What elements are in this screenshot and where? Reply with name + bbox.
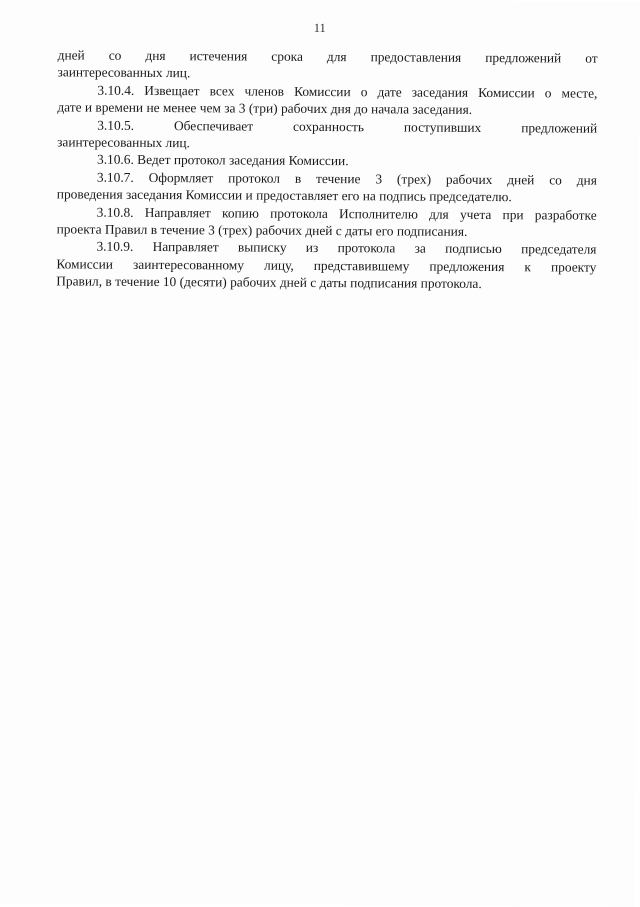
paragraph-3-10-4 (57, 81, 597, 119)
paragraph-3-10-9 (56, 238, 596, 294)
paragraph-3-10-5 (57, 116, 597, 154)
text-line: 3.10.9. Направляет выписку из протокола за подписью председателя (96, 239, 597, 258)
text-line: Правил, в течение 10 (десяти) рабочих дней с даты подписания протокола. (56, 273, 482, 292)
text-line: 3.10.7. Оформляет протокол в течение 3 (трех) рабочих дней со дня (96, 169, 597, 188)
text-line: 3.10.8. Направляет копию протокола Исполнителю для учета при разработке (96, 204, 597, 223)
paragraph-3-10-8 (57, 203, 597, 241)
text-line: проекта Правил в течение 3 (трех) рабочих дней с даты его подписания. (56, 221, 468, 239)
text-line: дате и времени не менее чем за 3 (три) рабочих дня до начала заседания. (57, 99, 473, 118)
text-line: проведения заседания Комиссии и предоставляет его на подпись председателю. (56, 186, 512, 205)
text-line: 3.10.6. Ведет протокол заседания Комиссии. (96, 152, 349, 169)
text-line: дней со дня истечения срока для предоставления предложений от (57, 47, 598, 66)
text-line: заинтересованных лиц. (57, 64, 191, 81)
document-body (56, 46, 597, 293)
text-line: заинтересованных лиц. (57, 134, 190, 151)
paragraph-continuation (57, 46, 597, 84)
text-line: 3.10.4. Извещает всех членов Комиссии о дате заседания Комиссии о месте, (97, 82, 598, 101)
paragraph-3-10-7 (57, 168, 597, 206)
page-number: 11 (313, 20, 326, 36)
text-line: Комиссии заинтересованному лицу, представившему предложения к проекту (56, 256, 597, 275)
text-line: 3.10.5. Обеспечивает сохранность поступивших предложений (97, 117, 598, 136)
